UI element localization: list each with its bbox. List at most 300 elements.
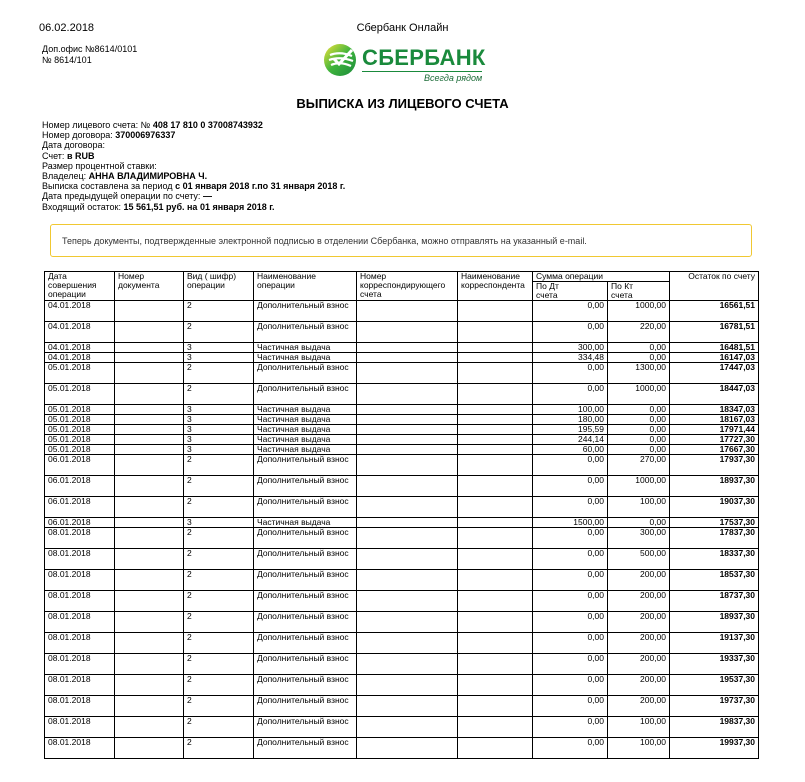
cell-corr-name	[458, 654, 533, 675]
cell-credit: 200,00	[608, 633, 670, 654]
cell-debit: 0,00	[533, 633, 608, 654]
prev-op-label: Дата предыдущей операции по счету:	[42, 191, 201, 202]
cell-credit: 100,00	[608, 738, 670, 759]
cell-balance: 17727,30	[670, 435, 759, 445]
cell-doc	[115, 591, 184, 612]
cell-name: Частичная выдача	[254, 415, 357, 425]
cell-doc	[115, 455, 184, 476]
cell-name: Дополнительный взнос	[254, 675, 357, 696]
cell-corr-name	[458, 696, 533, 717]
cell-corr-name	[458, 322, 533, 343]
cell-debit: 0,00	[533, 476, 608, 497]
cell-doc	[115, 738, 184, 759]
cell-corr-acc	[357, 343, 458, 353]
cell-name: Дополнительный взнос	[254, 301, 357, 322]
cell-corr-acc	[357, 696, 458, 717]
cell-type: 2	[184, 476, 254, 497]
account-label: Номер лицевого счета: №	[42, 120, 151, 130]
cell-balance: 18937,30	[670, 612, 759, 633]
col-header-corr-name: Наименование корреспондента	[458, 272, 533, 301]
cell-corr-acc	[357, 445, 458, 455]
cell-corr-name	[458, 476, 533, 497]
cell-type: 2	[184, 455, 254, 476]
cell-corr-acc	[357, 322, 458, 343]
cell-debit: 0,00	[533, 528, 608, 549]
cell-doc	[115, 405, 184, 415]
col-header-date: Дата совершения операции	[45, 272, 115, 301]
cell-credit: 0,00	[608, 435, 670, 445]
cell-doc	[115, 322, 184, 343]
cell-name: Частичная выдача	[254, 425, 357, 435]
cell-credit: 1300,00	[608, 363, 670, 384]
cell-corr-acc	[357, 549, 458, 570]
cell-debit: 0,00	[533, 549, 608, 570]
cell-credit: 200,00	[608, 654, 670, 675]
cell-type: 3	[184, 445, 254, 455]
cell-balance: 18337,30	[670, 549, 759, 570]
cell-doc	[115, 549, 184, 570]
sberbank-logo	[322, 42, 487, 90]
cell-date: 06.01.2018	[45, 497, 115, 518]
cell-date: 05.01.2018	[45, 445, 115, 455]
cell-corr-name	[458, 455, 533, 476]
cell-name: Частичная выдача	[254, 353, 357, 363]
cell-debit: 0,00	[533, 384, 608, 405]
table-row	[45, 654, 759, 675]
cell-debit: 1500,00	[533, 518, 608, 528]
cell-type: 2	[184, 675, 254, 696]
cell-balance: 18447,03	[670, 384, 759, 405]
cell-name: Дополнительный взнос	[254, 612, 357, 633]
cell-type: 3	[184, 415, 254, 425]
cell-debit: 0,00	[533, 497, 608, 518]
cell-corr-acc	[357, 363, 458, 384]
cell-doc	[115, 476, 184, 497]
table-row	[45, 415, 759, 425]
cell-date: 05.01.2018	[45, 384, 115, 405]
cell-balance: 18737,30	[670, 591, 759, 612]
cell-name: Дополнительный взнос	[254, 570, 357, 591]
cell-balance: 19937,30	[670, 738, 759, 759]
prev-op-value: —	[202, 191, 212, 202]
cell-date: 08.01.2018	[45, 612, 115, 633]
cell-debit: 0,00	[533, 612, 608, 633]
cell-corr-acc	[357, 738, 458, 759]
cell-type: 3	[184, 343, 254, 353]
cell-credit: 0,00	[608, 405, 670, 415]
cell-name: Дополнительный взнос	[254, 633, 357, 654]
cell-date: 08.01.2018	[45, 528, 115, 549]
cell-name: Дополнительный взнос	[254, 696, 357, 717]
table-row	[45, 738, 759, 759]
col-header-corr-acc: Номер корреспондирующего счета	[357, 272, 458, 301]
cell-type: 2	[184, 384, 254, 405]
cell-credit: 500,00	[608, 549, 670, 570]
cell-balance: 19037,30	[670, 497, 759, 518]
table-row	[45, 497, 759, 518]
cell-balance: 17667,30	[670, 445, 759, 455]
cell-corr-acc	[357, 425, 458, 435]
cell-debit: 244,14	[533, 435, 608, 445]
table-row	[45, 717, 759, 738]
cell-debit: 0,00	[533, 717, 608, 738]
cell-date: 05.01.2018	[45, 405, 115, 415]
cell-corr-acc	[357, 405, 458, 415]
cell-type: 2	[184, 633, 254, 654]
cell-balance: 19837,30	[670, 717, 759, 738]
cell-credit: 0,00	[608, 425, 670, 435]
cell-doc	[115, 633, 184, 654]
cell-corr-acc	[357, 415, 458, 425]
cell-debit: 0,00	[533, 322, 608, 343]
cell-corr-acc	[357, 717, 458, 738]
owner-label: Владелец:	[42, 171, 87, 182]
cell-type: 2	[184, 591, 254, 612]
cell-debit: 0,00	[533, 301, 608, 322]
cell-date: 08.01.2018	[45, 591, 115, 612]
cell-debit: 0,00	[533, 363, 608, 384]
table-row	[45, 322, 759, 343]
cell-credit: 200,00	[608, 696, 670, 717]
opening-value: 15 561,51 руб. на 01 января 2018 г.	[123, 201, 275, 212]
cell-date: 08.01.2018	[45, 738, 115, 759]
cell-doc	[115, 445, 184, 455]
cell-type: 3	[184, 425, 254, 435]
cell-credit: 1000,00	[608, 384, 670, 405]
cell-corr-acc	[357, 301, 458, 322]
service-name: Сбербанк Онлайн	[356, 22, 449, 34]
table-row	[45, 696, 759, 717]
cell-credit: 200,00	[608, 591, 670, 612]
cell-balance: 18167,03	[670, 415, 759, 425]
table-row	[45, 612, 759, 633]
table-row	[45, 528, 759, 549]
table-row	[45, 435, 759, 445]
cell-corr-name	[458, 343, 533, 353]
operations-body	[45, 301, 759, 759]
sberbank-logo-icon	[322, 42, 358, 78]
cell-date: 06.01.2018	[45, 518, 115, 528]
cell-corr-name	[458, 415, 533, 425]
cell-corr-name	[458, 497, 533, 518]
cell-type: 2	[184, 612, 254, 633]
cell-date: 05.01.2018	[45, 435, 115, 445]
cell-doc	[115, 570, 184, 591]
logo-name: СБЕРБАНК	[362, 45, 486, 70]
cell-name: Дополнительный взнос	[254, 528, 357, 549]
contract-label: Номер договора:	[42, 130, 113, 141]
cell-corr-name	[458, 363, 533, 384]
cell-doc	[115, 343, 184, 353]
cell-credit: 100,00	[608, 717, 670, 738]
cell-type: 3	[184, 405, 254, 415]
cell-doc	[115, 717, 184, 738]
cell-name: Дополнительный взнос	[254, 654, 357, 675]
cell-debit: 0,00	[533, 455, 608, 476]
cell-credit: 100,00	[608, 497, 670, 518]
account-value: 408 17 810 0 37008743932	[152, 120, 263, 130]
cell-date: 05.01.2018	[45, 363, 115, 384]
logo-underline	[362, 71, 482, 72]
table-row	[45, 591, 759, 612]
cell-credit: 220,00	[608, 322, 670, 343]
cell-corr-name	[458, 425, 533, 435]
office-line-2: № 8614/101	[42, 55, 92, 65]
cell-type: 2	[184, 322, 254, 343]
cell-credit: 0,00	[608, 518, 670, 528]
cell-doc	[115, 353, 184, 363]
cell-doc	[115, 384, 184, 405]
cell-corr-acc	[357, 612, 458, 633]
table-row	[45, 405, 759, 415]
cell-debit: 100,00	[533, 405, 608, 415]
cell-credit: 300,00	[608, 528, 670, 549]
cell-debit: 180,00	[533, 415, 608, 425]
cell-date: 05.01.2018	[45, 415, 115, 425]
cell-credit: 200,00	[608, 570, 670, 591]
cell-corr-name	[458, 528, 533, 549]
cell-name: Дополнительный взнос	[254, 384, 357, 405]
cell-name: Частичная выдача	[254, 518, 357, 528]
period-value: с 01 января 2018 г.по 31 января 2018 г.	[175, 181, 346, 192]
notice-banner: Теперь документы, подтвержденные электронной подписью в отделении Сбербанка, можно отправлять на указанный e-mail.	[50, 224, 752, 257]
cell-corr-acc	[357, 528, 458, 549]
cell-corr-acc	[357, 435, 458, 445]
contract-value: 370006976337	[115, 130, 176, 141]
cell-date: 06.01.2018	[45, 476, 115, 497]
cell-balance: 17971,44	[670, 425, 759, 435]
cell-debit: 300,00	[533, 343, 608, 353]
cell-corr-name	[458, 549, 533, 570]
col-header-balance: Остаток по счету	[670, 272, 759, 301]
cell-debit: 60,00	[533, 445, 608, 455]
table-row	[45, 476, 759, 497]
cell-corr-name	[458, 384, 533, 405]
cell-credit: 0,00	[608, 353, 670, 363]
cell-corr-name	[458, 717, 533, 738]
cell-date: 04.01.2018	[45, 322, 115, 343]
cell-balance: 19537,30	[670, 675, 759, 696]
cell-balance: 17447,03	[670, 363, 759, 384]
cell-corr-acc	[357, 654, 458, 675]
cell-name: Дополнительный взнос	[254, 322, 357, 343]
office-info	[42, 44, 137, 66]
col-header-amount: Сумма операции	[533, 272, 670, 282]
cell-debit: 0,00	[533, 696, 608, 717]
cell-balance: 18537,30	[670, 570, 759, 591]
cell-debit: 0,00	[533, 570, 608, 591]
cell-doc	[115, 415, 184, 425]
cell-corr-acc	[357, 570, 458, 591]
cell-corr-name	[458, 405, 533, 415]
cell-credit: 1000,00	[608, 301, 670, 322]
cell-type: 2	[184, 301, 254, 322]
col-header-name: Наименование операции	[254, 272, 357, 301]
cell-debit: 195,59	[533, 425, 608, 435]
cell-balance: 17837,30	[670, 528, 759, 549]
cell-corr-name	[458, 518, 533, 528]
cell-name: Дополнительный взнос	[254, 738, 357, 759]
cell-debit: 0,00	[533, 675, 608, 696]
operations-table	[44, 271, 759, 759]
cell-type: 3	[184, 435, 254, 445]
cell-name: Дополнительный взнос	[254, 476, 357, 497]
cell-type: 3	[184, 353, 254, 363]
cell-balance: 16781,51	[670, 322, 759, 343]
table-row	[45, 425, 759, 435]
col-header-doc: Номер документа	[115, 272, 184, 301]
cell-debit: 334,48	[533, 353, 608, 363]
cell-doc	[115, 435, 184, 445]
cell-balance: 19337,30	[670, 654, 759, 675]
cell-balance: 18937,30	[670, 476, 759, 497]
table-row	[45, 570, 759, 591]
cell-date: 08.01.2018	[45, 717, 115, 738]
cell-corr-acc	[357, 353, 458, 363]
col-header-credit: По Кт счета	[608, 282, 670, 301]
logo-slogan: Всегда рядом	[424, 73, 483, 83]
cell-balance: 19137,30	[670, 633, 759, 654]
cell-name: Дополнительный взнос	[254, 455, 357, 476]
cell-balance: 16561,51	[670, 301, 759, 322]
account-info	[42, 120, 345, 212]
cell-date: 06.01.2018	[45, 455, 115, 476]
cell-doc	[115, 675, 184, 696]
cell-date: 08.01.2018	[45, 570, 115, 591]
cell-date: 08.01.2018	[45, 696, 115, 717]
cell-type: 2	[184, 570, 254, 591]
cell-balance: 16147,03	[670, 353, 759, 363]
cell-type: 2	[184, 363, 254, 384]
cell-type: 2	[184, 549, 254, 570]
cell-corr-name	[458, 570, 533, 591]
cell-credit: 200,00	[608, 675, 670, 696]
cell-credit: 0,00	[608, 343, 670, 353]
table-row	[45, 445, 759, 455]
cell-corr-name	[458, 675, 533, 696]
cell-corr-acc	[357, 455, 458, 476]
table-row	[45, 363, 759, 384]
table-row	[45, 633, 759, 654]
cell-name: Дополнительный взнос	[254, 497, 357, 518]
cell-name: Частичная выдача	[254, 405, 357, 415]
cell-credit: 0,00	[608, 445, 670, 455]
cell-corr-acc	[357, 633, 458, 654]
table-row	[45, 353, 759, 363]
cell-name: Дополнительный взнос	[254, 549, 357, 570]
contract-date-label: Дата договора:	[42, 140, 105, 151]
cell-balance: 18347,03	[670, 405, 759, 415]
currency-label: Счет:	[42, 150, 65, 161]
cell-corr-name	[458, 301, 533, 322]
cell-balance: 19737,30	[670, 696, 759, 717]
cell-balance: 16481,51	[670, 343, 759, 353]
cell-corr-acc	[357, 476, 458, 497]
cell-name: Дополнительный взнос	[254, 591, 357, 612]
cell-debit: 0,00	[533, 591, 608, 612]
cell-corr-name	[458, 353, 533, 363]
currency-value: в RUB	[66, 150, 95, 161]
cell-name: Дополнительный взнос	[254, 717, 357, 738]
table-row	[45, 343, 759, 353]
opening-label: Входящий остаток:	[42, 201, 121, 212]
cell-name: Частичная выдача	[254, 343, 357, 353]
page-title: ВЫПИСКА ИЗ ЛИЦЕВОГО СЧЕТА	[296, 96, 509, 111]
cell-doc	[115, 425, 184, 435]
cell-type: 2	[184, 528, 254, 549]
table-row	[45, 301, 759, 322]
cell-corr-acc	[357, 497, 458, 518]
cell-corr-name	[458, 738, 533, 759]
cell-date: 08.01.2018	[45, 654, 115, 675]
cell-type: 2	[184, 497, 254, 518]
cell-corr-name	[458, 633, 533, 654]
cell-corr-acc	[357, 384, 458, 405]
cell-corr-name	[458, 612, 533, 633]
cell-date: 04.01.2018	[45, 301, 115, 322]
print-date: 06.02.2018	[39, 22, 95, 34]
table-row	[45, 518, 759, 528]
cell-name: Частичная выдача	[254, 435, 357, 445]
cell-corr-name	[458, 445, 533, 455]
cell-type: 3	[184, 518, 254, 528]
cell-doc	[115, 363, 184, 384]
cell-debit: 0,00	[533, 654, 608, 675]
owner-value: АННА ВЛАДИМИРОВНА Ч.	[88, 171, 208, 182]
table-row	[45, 384, 759, 405]
rate-label: Размер процентной ставки:	[42, 160, 157, 171]
cell-doc	[115, 654, 184, 675]
cell-doc	[115, 612, 184, 633]
cell-date: 08.01.2018	[45, 675, 115, 696]
cell-credit: 1000,00	[608, 476, 670, 497]
cell-corr-acc	[357, 591, 458, 612]
cell-date: 04.01.2018	[45, 343, 115, 353]
period-label: Выписка составлена за период	[42, 181, 173, 192]
cell-date: 08.01.2018	[45, 549, 115, 570]
table-row	[45, 675, 759, 696]
cell-doc	[115, 696, 184, 717]
cell-credit: 200,00	[608, 612, 670, 633]
cell-type: 2	[184, 654, 254, 675]
cell-doc	[115, 518, 184, 528]
cell-corr-acc	[357, 518, 458, 528]
cell-name: Частичная выдача	[254, 445, 357, 455]
cell-name: Дополнительный взнос	[254, 363, 357, 384]
cell-corr-acc	[357, 675, 458, 696]
cell-date: 05.01.2018	[45, 425, 115, 435]
cell-corr-name	[458, 591, 533, 612]
cell-type: 2	[184, 717, 254, 738]
table-row	[45, 549, 759, 570]
table-row	[45, 455, 759, 476]
cell-date: 04.01.2018	[45, 353, 115, 363]
cell-corr-name	[458, 435, 533, 445]
cell-credit: 0,00	[608, 415, 670, 425]
cell-doc	[115, 301, 184, 322]
cell-date: 08.01.2018	[45, 633, 115, 654]
col-header-type: Вид ( шифр) операции	[184, 272, 254, 301]
cell-type: 2	[184, 738, 254, 759]
cell-credit: 270,00	[608, 455, 670, 476]
cell-balance: 17937,30	[670, 455, 759, 476]
cell-doc	[115, 528, 184, 549]
cell-doc	[115, 497, 184, 518]
cell-balance: 17537,30	[670, 518, 759, 528]
cell-type: 2	[184, 696, 254, 717]
office-line-1: Доп.офис №8614/0101	[42, 44, 138, 54]
cell-debit: 0,00	[533, 738, 608, 759]
